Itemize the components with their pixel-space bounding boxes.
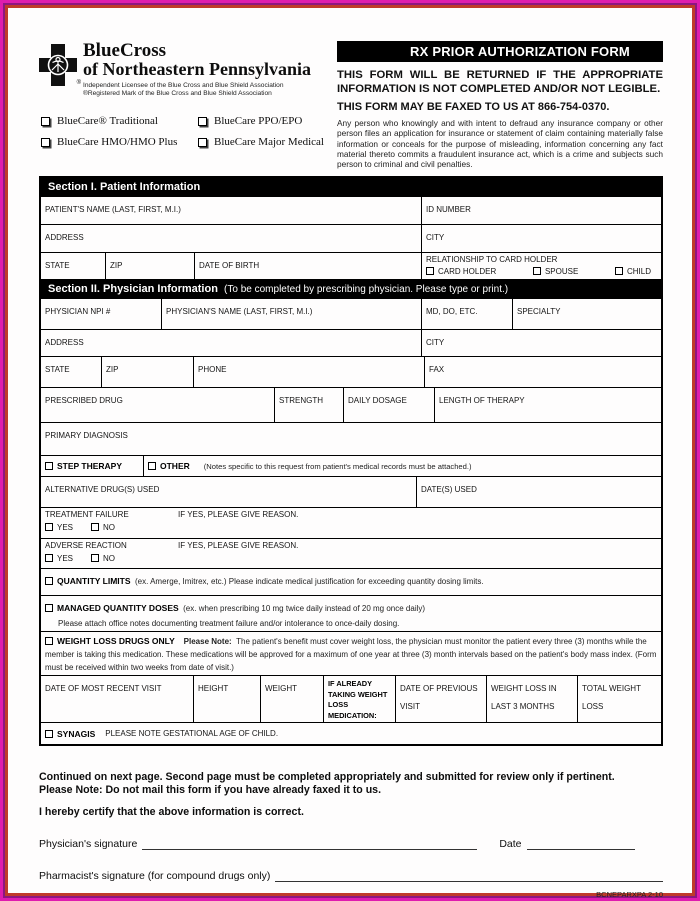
managed-quantity-note2: Please attach office notes documenting treatment failure and/or intolerance to once-daily dosing. xyxy=(58,619,400,629)
row-visit-table xyxy=(41,675,661,722)
patient-name-label: PATIENT'S NAME (LAST, FIRST, M.I.) xyxy=(45,205,181,215)
pharmacist-signature-line[interactable] xyxy=(275,869,663,882)
total-weight-loss-label: TOTAL WEIGHT LOSS xyxy=(582,684,641,712)
spouse-option xyxy=(533,267,578,276)
specialty-field[interactable] xyxy=(512,299,661,329)
weight-loss-3months-field[interactable] xyxy=(486,676,577,722)
spouse-checkbox[interactable] xyxy=(533,267,541,275)
patient-address-field[interactable] xyxy=(41,225,421,252)
zip-label: ZIP xyxy=(110,261,123,271)
brand-line1: BlueCross xyxy=(83,40,167,61)
fax-label: FAX xyxy=(429,365,445,375)
bluecare-traditional-checkbox[interactable] xyxy=(41,117,50,126)
npi-field[interactable] xyxy=(41,299,161,329)
plan-item-traditional xyxy=(41,115,198,127)
section2-note: (To be completed by prescribing physician. Please type or print.) xyxy=(224,284,509,296)
primary-diagnosis-label: PRIMARY DIAGNOSIS xyxy=(45,431,128,441)
row-patient-name xyxy=(41,196,661,224)
npi-label: PHYSICIAN NPI # xyxy=(45,307,111,317)
relationship-options xyxy=(426,267,657,276)
id-number-field[interactable] xyxy=(421,197,661,224)
yes-option xyxy=(45,554,73,563)
row-synagis xyxy=(41,722,661,744)
other-label: OTHER xyxy=(160,461,190,472)
prescribed-drug-field[interactable] xyxy=(41,388,274,422)
physician-zip-field[interactable] xyxy=(101,357,193,387)
treatment-failure-field xyxy=(41,508,661,538)
patient-name-field[interactable] xyxy=(41,197,421,224)
relationship-field xyxy=(421,253,661,279)
card-holder-checkbox[interactable] xyxy=(426,267,434,275)
treatment-failure-label: TREATMENT FAILURE xyxy=(45,510,129,520)
other-checkbox[interactable] xyxy=(148,462,156,470)
row-adverse-reaction xyxy=(41,538,661,568)
pharmacist-signature-row xyxy=(39,869,663,882)
form-page xyxy=(8,8,692,900)
yes-label: YES xyxy=(57,523,74,533)
weight-field[interactable] xyxy=(260,676,323,722)
continued-line1: Continued on next page. Second page must be completed appropriately and submitted for review only if pertinent. xyxy=(39,771,615,784)
alternative-drugs-label: ALTERNATIVE DRUG(S) USED xyxy=(45,485,160,495)
dob-label: DATE OF BIRTH xyxy=(199,261,260,271)
no-option xyxy=(91,554,115,563)
form-title-bar: RX PRIOR AUTHORIZATION FORM xyxy=(337,41,663,62)
plan-label: BlueCare® Traditional xyxy=(57,115,158,127)
city-label: CITY xyxy=(426,338,445,348)
adverse-no-checkbox[interactable] xyxy=(91,554,99,562)
length-of-therapy-label: LENGTH OF THERAPY xyxy=(439,396,525,406)
row-quantity-limits xyxy=(41,568,661,595)
footer xyxy=(39,771,663,899)
height-label: HEIGHT xyxy=(198,684,229,694)
fraud-warning: Any person who knowingly and with intent to defraud any insurance company or other person files an application for insurance or statement of claim containing materially false information or conceals for the purpose of misleading, information concerning any fact material thereto commits a fraudulent insurance act, which is a crime and subjects such person to criminal and civil penalties. xyxy=(337,118,663,170)
synagis-checkbox[interactable] xyxy=(45,730,53,738)
plan-item-hmo xyxy=(41,136,198,148)
bluecare-hmo-checkbox[interactable] xyxy=(41,138,50,147)
section2-title: Section II. Physician Information xyxy=(48,283,218,296)
physician-signature-line[interactable] xyxy=(142,837,477,850)
physician-state-field[interactable] xyxy=(41,357,101,387)
treatment-failure-yes-no xyxy=(45,523,657,532)
row-weight-loss xyxy=(41,631,661,675)
adverse-reaction-field xyxy=(41,539,661,568)
adverse-reaction-yes-no xyxy=(45,554,657,563)
row-treatment-failure xyxy=(41,507,661,538)
quantity-limits-checkbox[interactable] xyxy=(45,577,53,585)
specialty-label: SPECIALTY xyxy=(517,307,561,317)
primary-diagnosis-field[interactable] xyxy=(41,423,661,455)
certify-statement: I hereby certify that the above information is correct. xyxy=(39,806,304,819)
brand-subline1: Independent Licensee of the Blue Cross and Blue Shield Association xyxy=(83,82,284,89)
already-taking-field xyxy=(323,676,395,722)
card-holder-label: CARD HOLDER xyxy=(438,267,497,277)
synagis-label: SYNAGIS xyxy=(57,728,96,739)
other-note: (Notes specific to this request from patient's medical records must be attached.) xyxy=(203,461,472,471)
brand-text xyxy=(83,41,311,98)
if-yes-label: IF YES, PLEASE GIVE REASON. xyxy=(178,541,299,551)
brand-subline2: ®Registered Mark of the Blue Cross and Blue Shield Association xyxy=(83,90,272,97)
section1-title: Section I. Patient Information xyxy=(48,181,201,194)
form-code: BCNEPARXPA 2-10 xyxy=(596,890,663,900)
row-alternative-drugs xyxy=(41,476,661,507)
previous-visit-label: DATE OF PREVIOUS VISIT xyxy=(400,684,478,712)
height-field[interactable] xyxy=(193,676,260,722)
step-therapy-field xyxy=(41,456,143,476)
child-label: CHILD xyxy=(626,267,651,277)
id-number-label: ID NUMBER xyxy=(426,205,471,215)
quantity-limits-label: QUANTITY LIMITS xyxy=(57,576,131,587)
physician-city-field[interactable] xyxy=(421,330,661,356)
brand-line2: of Northeastern Pennsylvania xyxy=(83,59,311,79)
state-label: STATE xyxy=(45,261,70,271)
continued-line2: Please Note: Do not mail this form if you have already faxed it to us. xyxy=(39,784,382,797)
no-label: NO xyxy=(103,554,116,564)
row-physician-address xyxy=(41,329,661,356)
no-label: NO xyxy=(103,523,116,533)
decorative-frame-mid xyxy=(3,3,697,898)
relationship-label: RELATIONSHIP TO CARD HOLDER xyxy=(426,255,558,265)
patient-state-field[interactable] xyxy=(41,253,105,279)
managed-quantity-checkbox[interactable] xyxy=(45,604,53,612)
bluecare-major-medical-checkbox[interactable] xyxy=(198,138,207,147)
physician-name-field[interactable] xyxy=(161,299,421,329)
step-therapy-checkbox[interactable] xyxy=(45,462,53,470)
weight-loss-note: The patient's benefit must cover weight loss, the physician must monitor the patient every three (3) months while the member is taking this medication. These medications will be approved for a maximum of one year at three (3) month intervals based on the patient's body mass index. (Form must be received within two weeks from date of visit.) xyxy=(45,637,657,673)
row-prescribed-drug xyxy=(41,387,661,422)
address-label: ADDRESS xyxy=(45,233,84,243)
zip-label: ZIP xyxy=(106,365,119,375)
spouse-label: SPOUSE xyxy=(544,267,579,277)
physician-name-label: PHYSICIAN'S NAME (LAST, FIRST, M.I.) xyxy=(166,307,313,317)
continued-note xyxy=(39,771,663,797)
row-patient-state-zip xyxy=(41,252,661,279)
alternative-drugs-field[interactable] xyxy=(41,477,416,507)
md-do-label: MD, DO, ETC. xyxy=(426,307,478,317)
daily-dosage-label: DAILY DOSAGE xyxy=(348,396,407,406)
phone-label: PHONE xyxy=(198,365,227,375)
total-weight-loss-field[interactable] xyxy=(577,676,661,722)
row-physician-ids xyxy=(41,298,661,329)
managed-quantity-label: MANAGED QUANTITY DOSES xyxy=(57,603,179,614)
treatment-yes-checkbox[interactable] xyxy=(45,523,53,531)
card-holder-option xyxy=(426,267,496,276)
daily-dosage-field[interactable] xyxy=(343,388,434,422)
child-checkbox[interactable] xyxy=(615,267,623,275)
bluecross-cross-icon xyxy=(39,44,81,88)
row-patient-address xyxy=(41,224,661,252)
header-right xyxy=(337,41,663,169)
adverse-reaction-label: ADVERSE REACTION xyxy=(45,541,127,551)
yes-label: YES xyxy=(57,554,74,564)
fax-field[interactable] xyxy=(424,357,661,387)
length-of-therapy-field[interactable] xyxy=(434,388,661,422)
plan-checkbox-group xyxy=(41,115,337,148)
synagis-field xyxy=(41,723,661,744)
registered-mark: ® xyxy=(76,80,81,86)
patient-zip-field[interactable] xyxy=(105,253,194,279)
plan-item-ppo-epo xyxy=(198,115,339,127)
section2-header xyxy=(41,279,661,298)
header-left xyxy=(39,41,337,169)
plan-label: BlueCare PPO/EPO xyxy=(214,115,303,127)
return-notice: THIS FORM WILL BE RETURNED IF THE APPROPRIATE INFORMATION IS NOT COMPLETED AND/OR NOT LEGIBLE. xyxy=(337,69,663,95)
bluecare-ppo-epo-checkbox[interactable] xyxy=(198,117,207,126)
physician-signature-row xyxy=(39,837,663,850)
patient-city-field[interactable] xyxy=(421,225,661,252)
physician-address-field[interactable] xyxy=(41,330,421,356)
pharmacist-signature-label: Pharmacist's signature (for compound drugs only) xyxy=(39,870,271,883)
row-step-therapy xyxy=(41,455,661,476)
most-recent-visit-field[interactable] xyxy=(41,676,193,722)
plan-label: BlueCare HMO/HMO Plus xyxy=(57,136,178,148)
phone-field[interactable] xyxy=(193,357,424,387)
plan-label: BlueCare Major Medical xyxy=(214,136,324,148)
bluecross-logo xyxy=(39,41,337,98)
dates-used-field[interactable] xyxy=(416,477,661,507)
weight-loss-3months-label: WEIGHT LOSS IN LAST 3 MONTHS xyxy=(491,684,557,712)
header xyxy=(39,41,663,169)
strength-label: STRENGTH xyxy=(279,396,323,406)
dob-field[interactable] xyxy=(194,253,421,279)
address-label: ADDRESS xyxy=(45,338,84,348)
quantity-limits-note: (ex. Amerge, Imitrex, etc.) Please indicate medical justification for exceeding quantity dosing limits. xyxy=(134,577,484,587)
decorative-frame-inner xyxy=(5,5,695,900)
weight-loss-label: WEIGHT LOSS DRUGS ONLY xyxy=(57,636,175,647)
weight-loss-field xyxy=(41,632,661,675)
form-table xyxy=(39,176,663,746)
step-therapy-label: STEP THERAPY xyxy=(57,461,123,472)
yes-option xyxy=(45,523,73,532)
row-physician-phone xyxy=(41,356,661,387)
weight-loss-checkbox[interactable] xyxy=(45,637,53,645)
weight-loss-note-label: Please Note: xyxy=(183,637,232,647)
quantity-limits-field xyxy=(41,569,661,595)
if-yes-label: IF YES, PLEASE GIVE REASON. xyxy=(178,510,299,520)
adverse-yes-checkbox[interactable] xyxy=(45,554,53,562)
no-option xyxy=(91,523,115,532)
dates-used-label: DATE(S) USED xyxy=(421,485,477,495)
physician-signature-label: Physician's signature xyxy=(39,838,138,851)
child-option xyxy=(615,267,651,276)
managed-quantity-note: (ex. when prescribing 10 mg twice daily instead of 20 mg once daily) xyxy=(183,604,426,614)
row-primary-diagnosis xyxy=(41,422,661,455)
prescribed-drug-label: PRESCRIBED DRUG xyxy=(45,396,123,406)
strength-field[interactable] xyxy=(274,388,343,422)
previous-visit-field[interactable] xyxy=(395,676,486,722)
state-label: STATE xyxy=(45,365,70,375)
treatment-no-checkbox[interactable] xyxy=(91,523,99,531)
managed-quantity-field xyxy=(41,596,661,631)
most-recent-visit-label: DATE OF MOST RECENT VISIT xyxy=(45,684,162,694)
row-managed-quantity xyxy=(41,595,661,631)
date-label: Date xyxy=(499,838,522,851)
synagis-note: PLEASE NOTE GESTATIONAL AGE OF CHILD. xyxy=(105,729,279,739)
plan-item-major-medical xyxy=(198,136,339,148)
md-do-field[interactable] xyxy=(421,299,512,329)
city-label: CITY xyxy=(426,233,445,243)
section1-header xyxy=(41,178,661,196)
weight-label: WEIGHT xyxy=(265,684,297,694)
date-line[interactable] xyxy=(527,837,635,850)
already-taking-label: IF ALREADY TAKING WEIGHT LOSS MEDICATION: xyxy=(328,679,388,720)
fax-notice: THIS FORM MAY BE FAXED TO US AT 866-754-0370. xyxy=(337,101,610,113)
other-field xyxy=(143,456,661,476)
